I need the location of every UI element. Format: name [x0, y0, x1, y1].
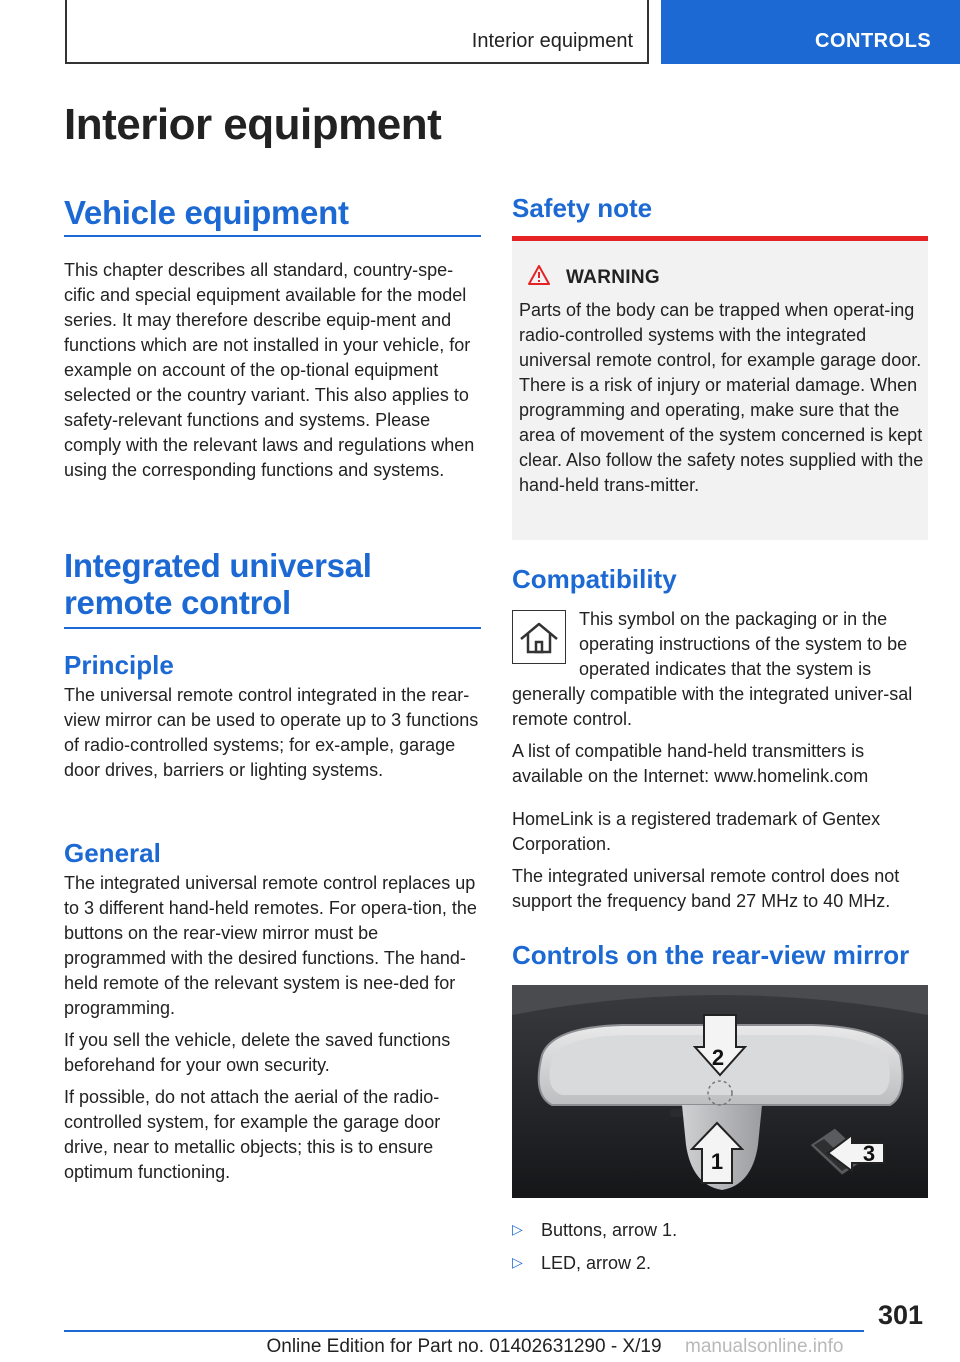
safety-section	[512, 193, 928, 224]
bullet-triangle-icon: ▷	[512, 1254, 523, 1270]
iurc-section	[64, 547, 481, 629]
watermark[interactable]: manualsonline.info	[685, 1336, 844, 1357]
left-column	[64, 194, 481, 483]
general-text-2: If you sell the vehicle, delete the saved functions beforehand for your own security.	[64, 1030, 451, 1075]
principle-text: The universal remote control integrated in the rear-view mirror can be used to operate up to 3 functions of radio-controlled systems; for ex-ample, garage door drives, barriers or lighting systems.	[64, 685, 479, 780]
warning-label: WARNING	[566, 266, 660, 288]
compatibility-text-short-block	[579, 607, 928, 682]
compatibility-text-trademark: HomeLink is a registered trademark of Gentex Corporation.	[512, 809, 881, 854]
svg-text:1: 1	[710, 1149, 724, 1174]
header-section-title: Interior equipment	[471, 30, 633, 52]
compatibility-text-short: This symbol on the packaging or in the operating instructions of the system to be operated indicates that the system is	[579, 609, 908, 679]
bullet-text: LED, arrow 2.	[541, 1253, 652, 1273]
bullet-text: Buttons, arrow 1.	[541, 1220, 678, 1240]
footer-edition: Online Edition for Part no. 01402631290 - X/19	[266, 1336, 662, 1357]
safety-heading: Safety note	[512, 193, 653, 223]
page-title: Interior equipment	[64, 100, 442, 149]
compatibility-text-rest: generally compatible with the integrated univer-sal remote control.	[512, 684, 913, 729]
principle-heading: Principle	[64, 650, 174, 680]
general-text-1: The integrated universal remote control replaces up to 3 different hand-held remotes. For opera-tion, the buttons on the rear-view mirror must be programmed with the desired functions. The hand-held remote of the relevant system is nee-ded for programming.	[64, 873, 477, 1018]
svg-text:2: 2	[711, 1045, 725, 1070]
vehicle-equipment-text: This chapter describes all standard, country-spe-cific and special equipment available for the model series. It may therefore describe equip-ment and functions which are not installed in your vehicle, for example on account of the op-tional equipment selected or the country variant. This also applies to safety-relevant functions and systems. Please comply with the relevant laws and regulations when using the corresponding functions and systems.	[64, 260, 475, 480]
footer-rule	[64, 1330, 864, 1332]
controls-section	[512, 940, 928, 971]
vehicle-equipment-heading-block	[64, 194, 481, 237]
iurc-heading: Integrated universal remote control	[64, 547, 372, 621]
header-chapter-tab[interactable]	[661, 0, 960, 64]
rear-view-mirror-figure	[512, 985, 928, 1198]
principle-section	[64, 650, 481, 783]
warning-triangle-icon	[528, 265, 550, 290]
controls-heading: Controls on the rear-view mirror	[512, 940, 910, 970]
general-text-3: If possible, do not attach the aerial of the radio-controlled system, for example the garage door drive, near to metallic objects; this is to ensure optimum functioning.	[64, 1087, 441, 1182]
compatibility-text-frequency: The integrated universal remote control does not support the frequency band 27 MHz to 40 MHz.	[512, 866, 900, 911]
warning-box	[512, 236, 928, 540]
page-number: 301	[878, 1300, 924, 1330]
header-section-box	[65, 0, 649, 64]
vehicle-equipment-heading: Vehicle equipment	[64, 194, 349, 231]
warning-header	[528, 265, 660, 290]
svg-text:3: 3	[862, 1141, 876, 1166]
compatibility-section	[512, 564, 928, 595]
compatibility-heading: Compatibility	[512, 564, 677, 594]
bullet-triangle-icon: ▷	[512, 1221, 523, 1237]
header-chapter-label: CONTROLS	[815, 30, 932, 52]
homelink-house-icon	[512, 610, 566, 664]
iurc-heading-block	[64, 547, 481, 629]
general-section	[64, 838, 481, 1185]
compatibility-text-block	[512, 682, 928, 914]
compatibility-text-list: A list of compatible hand-held transmitters is available on the Internet: www.homelink.com	[512, 741, 869, 786]
warning-text: Parts of the body can be trapped when operat-ing radio-controlled systems with the integrated universal remote control, for example garage door. There is a risk of injury or material damage. When programming and operating, make sure that the area of movement of the system concerned is kept clear. Also follow the safety notes supplied with the hand-held trans-mitter.	[519, 300, 924, 495]
general-heading: General	[64, 838, 161, 868]
